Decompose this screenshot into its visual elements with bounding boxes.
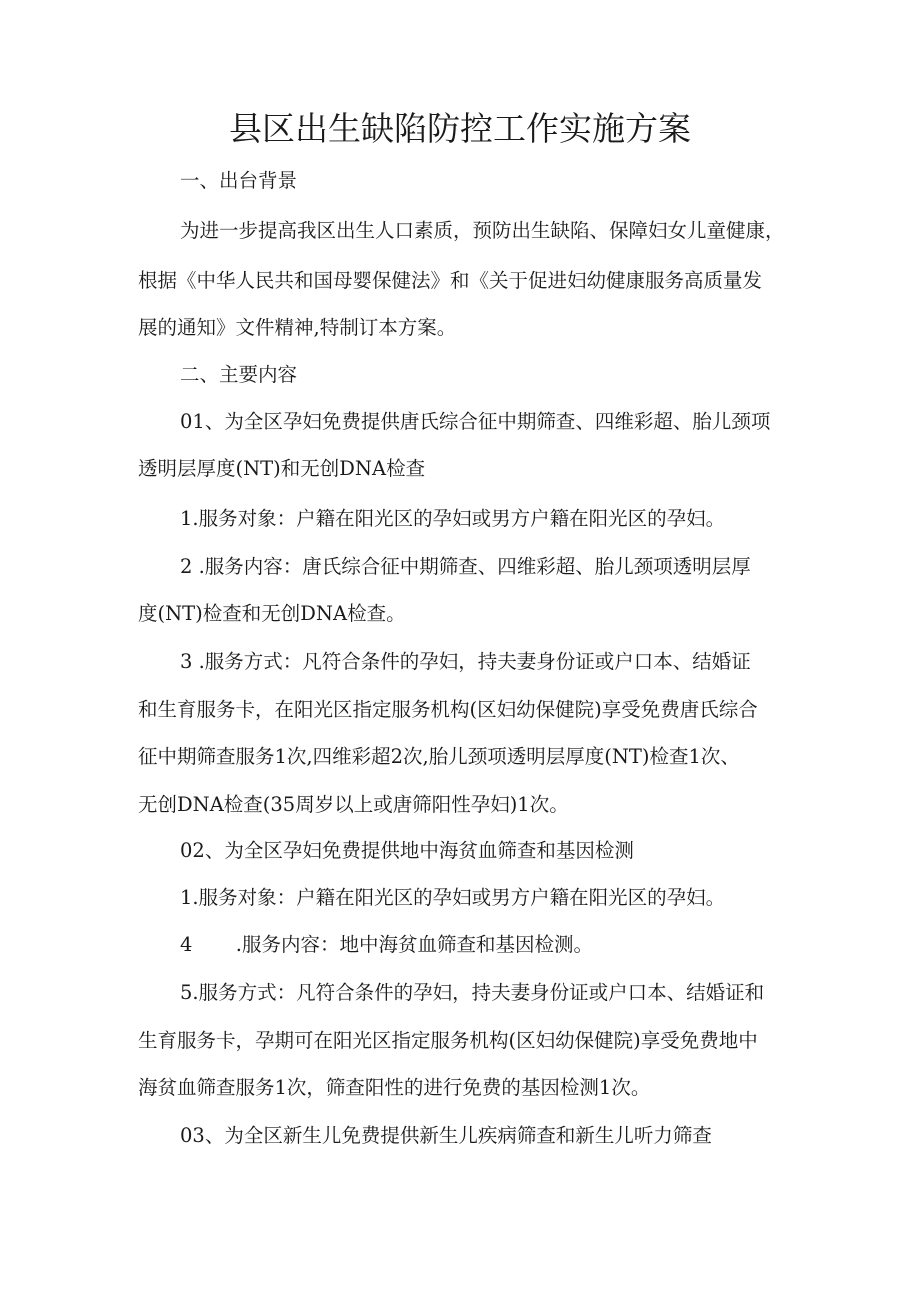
item-01-service-object: 1.服务对象：户籍在阳光区的孕妇或男方户籍在阳光区的孕妇。: [180, 507, 726, 530]
paragraph-line: 展的通知》文件精神,特制订本方案。: [138, 316, 457, 339]
item-01-service-method-line: 3 .服务方式：凡符合条件的孕妇，持夫妻身份证或户口本、结婚证: [180, 650, 751, 673]
item-02-line: 02、为全区孕妇免费提供地中海贫血筛查和基因检测: [180, 839, 634, 862]
item-01-service-method-line: 征中期筛查服务1次,四维彩超2次,胎儿颈项透明层厚度(NT)检查1次、: [138, 745, 740, 768]
paragraph-line: 根据《中华人民共和国母婴保健法》和《关于促进妇幼健康服务高质量发: [138, 269, 763, 292]
paragraph-line: 为进一步提高我区出生人口素质，预防出生缺陷、保障妇女儿童健康，: [180, 219, 785, 242]
item-01-service-method-line: 和生育服务卡，在阳光区指定服务机构(区妇幼保健院)享受免费唐氏综合: [138, 698, 758, 721]
item-02-service-method-line: 5.服务方式：凡符合条件的孕妇，持夫妻身份证或户口本、结婚证和: [180, 981, 765, 1004]
item-01-line: 透明层厚度(NT)和无创DNA检查: [138, 457, 426, 480]
item-01-service-method-line: 无创DNA检查(35周岁以上或唐筛阳性孕妇)1次。: [138, 793, 569, 816]
item-01-line: 01、为全区孕妇免费提供唐氏综合征中期筛查、四维彩超、胎儿颈项: [180, 410, 771, 433]
item-02-service-object: 1.服务对象：户籍在阳光区的孕妇或男方户籍在阳光区的孕妇。: [180, 886, 726, 909]
item-02-service-content: 4 .服务内容：地中海贫血筛查和基因检测。: [180, 933, 593, 956]
item-01-service-content-line: 2 .服务内容：唐氏综合征中期筛查、四维彩超、胎儿颈项透明层厚: [180, 555, 751, 578]
section-heading-background: 一、出台背景: [180, 169, 298, 192]
item-03-line: 03、为全区新生儿免费提供新生儿疾病筛查和新生儿听力筛查: [180, 1124, 712, 1147]
section-heading-content: 二、主要内容: [180, 363, 298, 386]
item-02-service-method-line: 生育服务卡，孕期可在阳光区指定服务机构(区妇幼保健院)享受免费地中: [138, 1029, 758, 1052]
item-01-service-content-line: 度(NT)检查和无创DNA检查。: [138, 602, 406, 625]
item-02-service-method-line: 海贫血筛查服务1次，筛查阳性的进行免费的基因检测1次。: [138, 1076, 651, 1099]
document-title: 县区出生缺陷防控工作实施方案: [229, 109, 691, 148]
